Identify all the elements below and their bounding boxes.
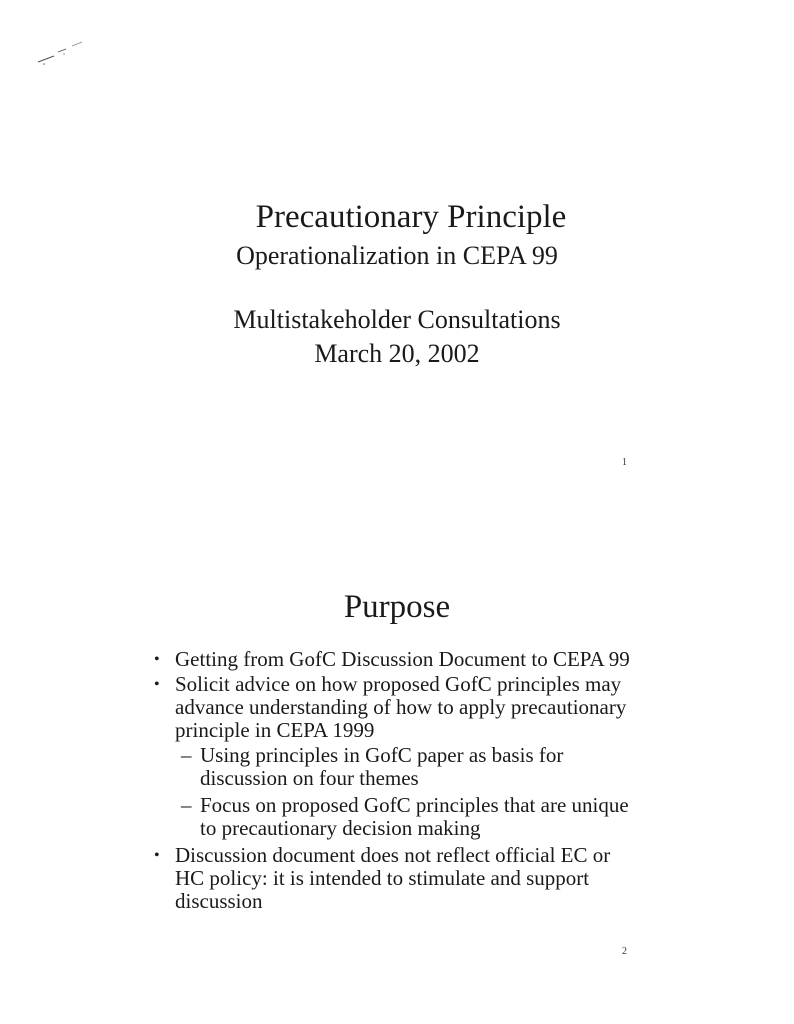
list-item [152,844,632,913]
bullet-icon: • [154,847,160,864]
sub-list-item [175,794,632,840]
sub-bullet-text: Focus on proposed GofC principles that are unique to precautionary decision making [200,793,629,840]
slide-subtitle: Operationalization in CEPA 99 [236,241,558,270]
slide-title: Precautionary Principle [255,199,567,235]
event-name: Multistakeholder Consultations [233,305,561,334]
bullet-text: Discussion document does not reflect official EC or HC policy: it is intended to stimulate and support discussion [175,843,611,913]
sub-bullet-text: Using principles in GofC paper as basis for discussion on four themes [200,743,564,790]
sub-list-item [175,744,632,790]
event-date: March 20, 2002 [314,339,480,368]
list-item [152,648,632,671]
scan-artifact-mark [36,38,92,66]
page-number: 1 [622,457,627,468]
sub-bullet-list [175,744,632,840]
slide-1 [0,195,794,485]
dash-icon: – [181,793,192,817]
slide-2 [0,585,794,980]
list-item [152,673,632,840]
bullet-icon: • [154,651,160,668]
bullet-text: Getting from GofC Discussion Document to CEPA 99 [175,647,630,671]
page-number: 2 [622,946,627,957]
bullet-text: Solicit advice on how proposed GofC principles may advance understanding of how to apply precautionary principle in CEPA 1999 [175,672,627,742]
dash-icon: – [181,743,192,767]
bullet-list [152,648,632,915]
slide-title: Purpose [343,589,451,625]
bullet-icon: • [154,676,160,693]
